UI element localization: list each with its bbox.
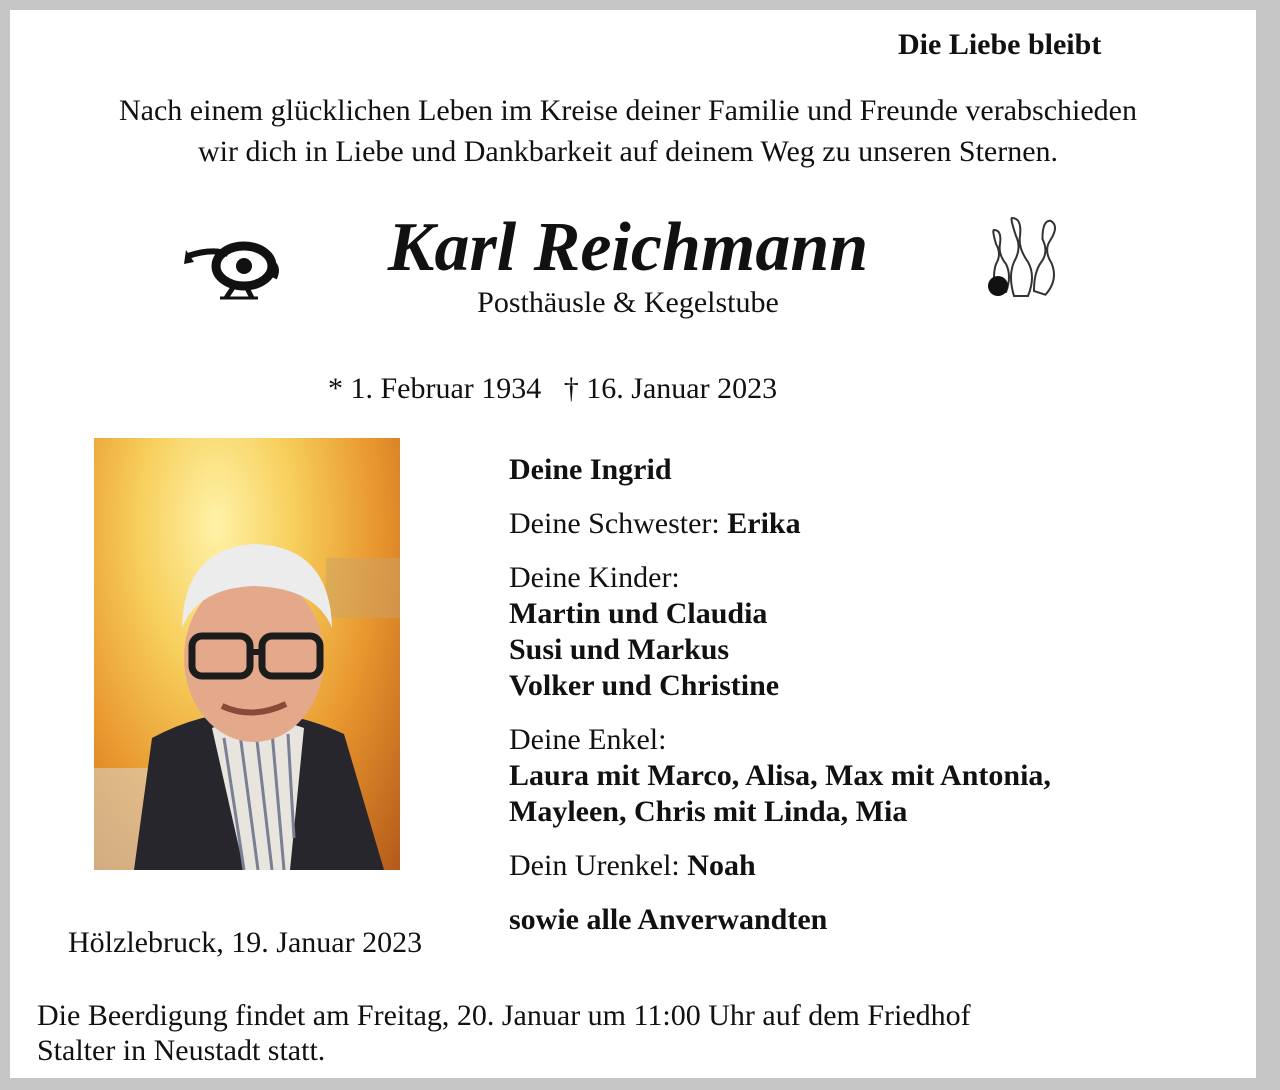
- obituary-card: [10, 10, 1256, 1078]
- sister-label: Deine Schwester:: [509, 507, 728, 540]
- sister-entry: [509, 506, 1229, 542]
- portrait-photo: [94, 438, 400, 870]
- place-and-date: Hölzlebruck, 19. Januar 2023: [68, 926, 423, 959]
- portrait-illustration: [94, 438, 400, 870]
- intro-line-1: Nach einem glücklichen Leben im Kreise deiner Familie und Freunde verabschieden: [119, 94, 1137, 127]
- life-dates: [328, 372, 777, 406]
- wife-name: Deine Ingrid: [509, 453, 672, 486]
- family-list: [509, 452, 1229, 938]
- great-grandchild-name: Noah: [687, 849, 756, 882]
- grandchildren-line: Laura mit Marco, Alisa, Max mit Antonia,: [509, 759, 1051, 792]
- funeral-line-1: Die Beerdigung findet am Freitag, 20. Januar um 11:00 Uhr auf dem Friedhof: [37, 999, 971, 1032]
- child-entry: Martin und Claudia: [509, 597, 768, 630]
- deceased-name: Karl Reichmann: [387, 209, 869, 286]
- funeral-notice: [37, 998, 1177, 1068]
- birth-date: * 1. Februar 1934: [328, 372, 542, 405]
- bowling-pins-icon: [972, 210, 1072, 306]
- sister-name: Erika: [727, 507, 801, 540]
- great-grandchild-label: Dein Urenkel:: [509, 849, 688, 882]
- great-grandchild-entry: [509, 848, 1229, 884]
- children-label: Deine Kinder:: [509, 561, 680, 594]
- funeral-line-2: Stalter in Neustadt statt.: [37, 1034, 326, 1067]
- business-subtitle: Posthäusle & Kegelstube: [477, 286, 779, 319]
- intro-text: [10, 90, 1246, 172]
- relatives-line: sowie alle Anverwandten: [509, 903, 828, 936]
- intro-line-2: wir dich in Liebe und Dankbarkeit auf deinem Weg zu unseren Sternen.: [197, 135, 1059, 168]
- motto: Die Liebe bleibt: [898, 28, 1102, 61]
- grandchildren-line: Mayleen, Chris mit Linda, Mia: [509, 795, 908, 828]
- grandchildren-label: Deine Enkel:: [509, 723, 667, 756]
- child-entry: Volker und Christine: [509, 669, 780, 702]
- death-date: † 16. Januar 2023: [563, 372, 778, 405]
- child-entry: Susi und Markus: [509, 633, 730, 666]
